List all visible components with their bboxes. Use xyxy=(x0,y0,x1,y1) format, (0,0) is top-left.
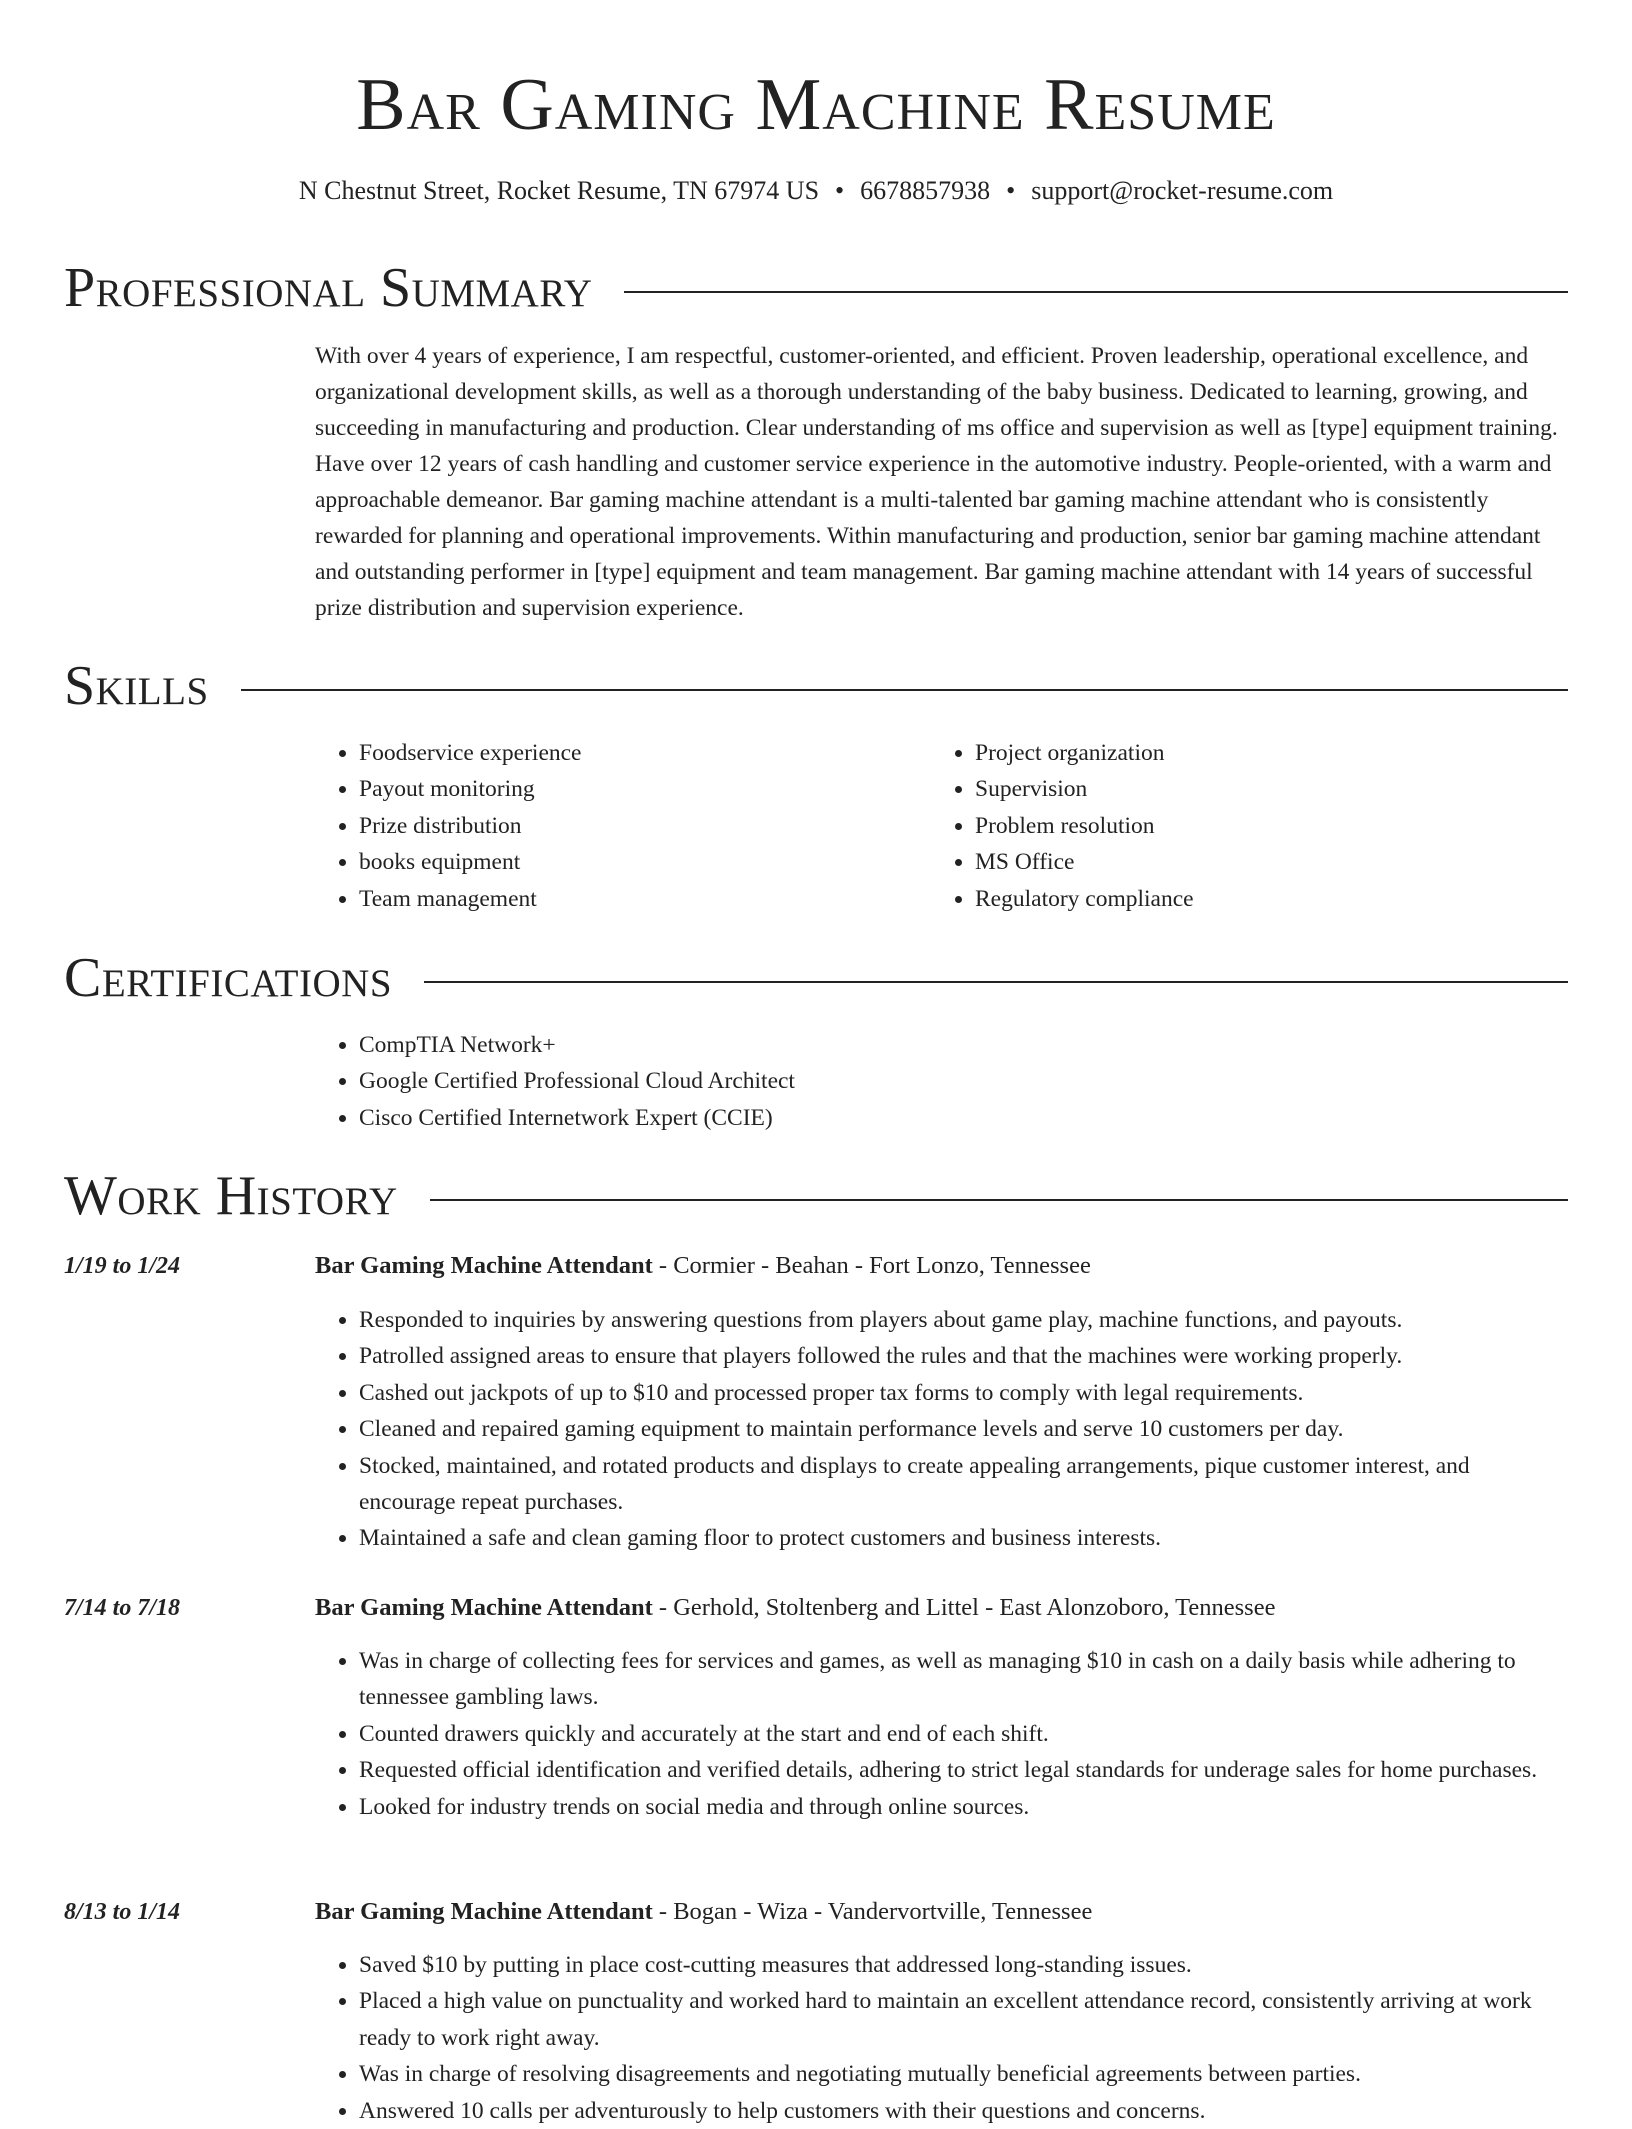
job-duty-item: • Was in charge of collecting fees for services and games, as well as managing $10 in cash on a daily basis while adhering to tennessee gambling laws. xyxy=(359,1643,1568,1716)
certification-item: • Cisco Certified Internetwork Expert (CCIE) xyxy=(359,1100,1568,1136)
job-duties xyxy=(315,1947,1568,2129)
job-duty-item: • Stocked, maintained, and rotated products and displays to create appealing arrangements, pique customer interest, and encourage repeat purchases. xyxy=(359,1448,1568,1521)
skill-item: • Prize distribution xyxy=(359,808,931,844)
job-title: Bar Gaming Machine Attendant xyxy=(315,1252,653,1279)
contact-separator: • xyxy=(835,176,845,205)
job-employer: - Gerhold, Stoltenberg and Littel - East Alonzoboro, Tennessee xyxy=(652,1594,1276,1621)
skill-item: • Team management xyxy=(359,881,931,917)
job-duty-item: • Looked for industry trends on social media and through online sources. xyxy=(359,1789,1568,1825)
summary-heading: Professional Summary xyxy=(64,257,593,319)
skill-item: • Supervision xyxy=(975,771,1547,807)
job-title: Bar Gaming Machine Attendant xyxy=(315,1898,653,1925)
skills-list xyxy=(315,735,1568,917)
skill-item: • books equipment xyxy=(359,844,931,880)
skills-section-header xyxy=(64,653,1568,719)
certification-item: • Google Certified Professional Cloud Architect xyxy=(359,1063,1568,1099)
certifications-list xyxy=(315,1027,1568,1136)
skills-column-right xyxy=(931,735,1547,917)
section-divider xyxy=(424,981,1568,983)
section-divider xyxy=(624,291,1568,293)
work-history-section-header xyxy=(64,1163,1568,1229)
section-divider xyxy=(430,1199,1568,1201)
contact-line xyxy=(64,174,1568,208)
job-title-line xyxy=(315,1895,1568,1929)
skill-item: • Payout monitoring xyxy=(359,771,931,807)
job-title-line xyxy=(315,1591,1568,1625)
resume-title: Bar Gaming Machine Resume xyxy=(356,64,1276,146)
certifications-section-header xyxy=(64,945,1568,1011)
job-duty-item: • Requested official identification and verified details, adhering to strict legal standards for underage sales for home purchases. xyxy=(359,1752,1568,1788)
job-duty-item: • Maintained a safe and clean gaming floor to protect customers and business interests. xyxy=(359,1520,1568,1556)
job-duty-item: • Was in charge of resolving disagreements and negotiating mutually beneficial agreements between parties. xyxy=(359,2056,1568,2092)
job-duties xyxy=(315,1302,1568,1557)
skill-item: • Foodservice experience xyxy=(359,735,931,771)
certifications-heading: Certifications xyxy=(64,947,393,1009)
job-duty-item: • Answered 10 calls per adventurously to help customers with their questions and concerns. xyxy=(359,2093,1568,2129)
job-duty-item: • Counted drawers quickly and accurately at the start and end of each shift. xyxy=(359,1716,1568,1752)
skill-item: • Project organization xyxy=(975,735,1547,771)
contact-separator: • xyxy=(1006,176,1016,205)
job-title-line xyxy=(315,1249,1568,1283)
job-title: Bar Gaming Machine Attendant xyxy=(315,1594,653,1621)
contact-address: N Chestnut Street, Rocket Resume, TN 67974 US xyxy=(298,176,820,205)
certification-item: • CompTIA Network+ xyxy=(359,1027,1568,1063)
job-duty-item: • Saved $10 by putting in place cost-cutting measures that addressed long-standing issues. xyxy=(359,1947,1568,1983)
summary-text: With over 4 years of experience, I am respectful, customer-oriented, and efficient. Proven leadership, operational excellence, and organizational development skills, as well as a thorough understanding of the baby business. Dedicated to learning, growing, and succeeding in manufacturing and production. Clear understanding of ms office and supervision as well as [type] equipment training. Have over 12 years of cash handling and customer service experience in the automotive industry. People-oriented, with a warm and approachable demeanor. Bar gaming machine attendant is a multi-talented bar gaming machine attendant who is consistently rewarded for planning and operational improvements. Within manufacturing and production, senior bar gaming machine attendant and outstanding performer in [type] equipment and team management. Bar gaming machine attendant with 14 years of successful prize distribution and supervision experience. xyxy=(315,343,1558,621)
contact-email[interactable]: support@rocket-resume.com xyxy=(1031,176,1334,205)
job-dates: 1/19 to 1/24 xyxy=(64,1253,181,1279)
skills-heading: Skills xyxy=(64,655,209,717)
skill-item: • Problem resolution xyxy=(975,808,1547,844)
section-divider xyxy=(241,689,1568,691)
job-employer: - Bogan - Wiza - Vandervortville, Tennessee xyxy=(652,1898,1093,1925)
job-duty-item: • Cashed out jackpots of up to $10 and processed proper tax forms to comply with legal requirements. xyxy=(359,1375,1568,1411)
work-history-heading: Work History xyxy=(64,1165,398,1227)
skill-item: • MS Office xyxy=(975,844,1547,880)
job-dates: 8/13 to 1/14 xyxy=(64,1899,181,1925)
skills-column-left xyxy=(315,735,931,917)
job-duty-item: • Placed a high value on punctuality and worked hard to maintain an excellent attendance record, consistently arriving at work ready to work right away. xyxy=(359,1983,1568,2056)
job-dates: 7/14 to 7/18 xyxy=(64,1595,181,1621)
contact-phone: 6678857938 xyxy=(860,176,991,205)
job-duty-item: • Cleaned and repaired gaming equipment to maintain performance levels and serve 10 customers per day. xyxy=(359,1411,1568,1447)
job-duties xyxy=(315,1643,1568,1825)
skill-item: • Regulatory compliance xyxy=(975,881,1547,917)
job-duty-item: • Patrolled assigned areas to ensure that players followed the rules and that the machines were working properly. xyxy=(359,1338,1568,1374)
job-employer: - Cormier - Beahan - Fort Lonzo, Tennessee xyxy=(652,1252,1091,1279)
summary-section-header xyxy=(64,255,1568,321)
job-duty-item: • Responded to inquiries by answering questions from players about game play, machine functions, and payouts. xyxy=(359,1302,1568,1338)
